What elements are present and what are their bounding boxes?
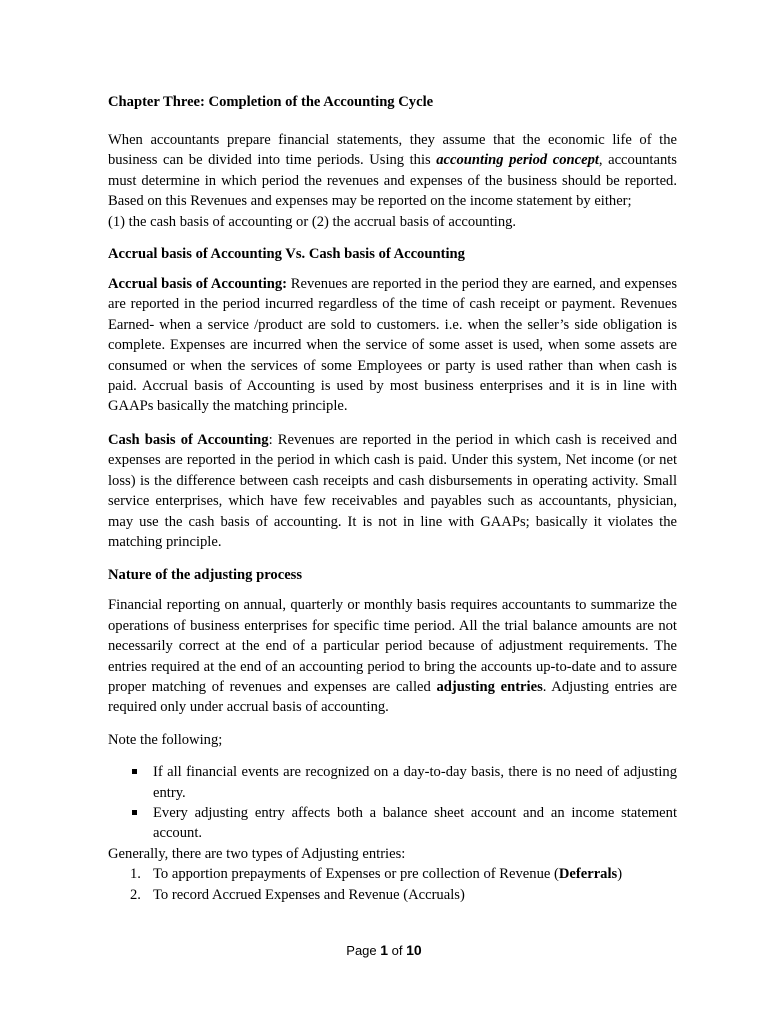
- list-item: [108, 864, 677, 884]
- footer-total-pages: 10: [406, 942, 422, 958]
- list-item: [108, 885, 677, 905]
- type-text: To record Accrued Expenses and Revenue (Accruals): [153, 886, 465, 903]
- note-line: Note the following;: [108, 731, 223, 748]
- bullet-square-icon: [132, 769, 137, 774]
- type-text: To apportion prepayments of Expenses or pre collection of Revenue (: [153, 866, 559, 883]
- cash-paragraph: [108, 430, 677, 552]
- adjusting-text-2: . Adjusting entries are required only under accrual basis of accounting.: [108, 678, 678, 716]
- types-numbered-list: [108, 864, 677, 905]
- chapter-title: Chapter Three: Completion of the Accounting Cycle: [108, 94, 434, 110]
- footer-current-page: 1: [380, 942, 389, 958]
- footer-prefix: Page: [346, 943, 381, 958]
- cash-lead: Cash basis of Accounting: [108, 431, 269, 448]
- intro-text-1: When accountants prepare financial statements, they assume that the economic life of the business can be divided into time periods. Using this: [108, 132, 677, 169]
- bullet-square-icon: [132, 810, 137, 815]
- bullet-text: If all financial events are recognized on a day-to-day basis, there is no need of adjusting entry.: [153, 764, 677, 801]
- type-bold: Deferrals: [558, 866, 618, 883]
- footer-of: of: [388, 943, 407, 958]
- accrual-paragraph: [108, 274, 677, 417]
- page-footer: [0, 942, 768, 958]
- adjusting-text-1: Financial reporting on annual, quarterly or monthly basis requires accountants to summarize the operations of business enterprises for specific time period. All the trial balance amounts are not necessarily correct at the end of a particular period because of adjustment requirements. The entries required at the end of an accounting period to bring the accounts up-to-date and to assure proper matching of revenues and expenses are called: [108, 597, 677, 695]
- intro-emphasis: accounting period concept: [436, 152, 599, 169]
- list-number: 1.: [130, 866, 141, 883]
- intro-paragraph: [108, 130, 677, 232]
- document-page: [108, 92, 677, 905]
- adjusting-bold: adjusting entries: [436, 678, 543, 695]
- accrual-text: Revenues are reported in the period they are earned, and expenses are reported in the period incurred regardless of the time of cash receipt or payment. Revenues Earned- when a service /product are sold to customers. i.e. when the seller’s side obligation is complete. Expenses are incurred when the service of some asset is used, when some assets are consumed or when the services of some Employees or party is used rather than when cash is paid. Accrual basis of Accounting is used by most business enterprises and it is in line with GAAPs basically the matching principle.: [108, 276, 677, 415]
- section-heading-accrual-vs-cash: Accrual basis of Accounting Vs. Cash basis of Accounting: [108, 246, 465, 263]
- bullet-text: Every adjusting entry affects both a balance sheet account and an income statement account.: [153, 804, 677, 842]
- cash-text: : Revenues are reported in the period in which cash is received and expenses are reported in the period in which cash is paid. Under this system, Net income (or net loss) is the difference between cash receipts and cash disbursements in operating activity. Small service enterprises, which have few receivables and payables such as accountants, physician, may use the cash basis of accounting. It is not in line with GAAPs; basically it violates the matching principle.: [108, 431, 678, 550]
- intro-text-2: , accountants must determine in which period the revenues and expenses of the business should be reported. Based on this Revenues and expenses may be reported on the income statement by either;: [108, 152, 677, 210]
- section-heading-adjusting: Nature of the adjusting process: [108, 567, 303, 584]
- note-bullet-list: [108, 762, 677, 844]
- accrual-lead: Accrual basis of Accounting:: [108, 276, 288, 293]
- types-intro: Generally, there are two types of Adjusting entries:: [108, 845, 406, 862]
- type-text-end: ): [617, 866, 623, 883]
- list-number: 2.: [130, 886, 141, 903]
- adjusting-paragraph: [108, 595, 677, 717]
- list-item: [108, 803, 677, 844]
- intro-text-3: (1) the cash basis of accounting or (2) the accrual basis of accounting.: [108, 213, 517, 230]
- list-item: [108, 762, 677, 803]
